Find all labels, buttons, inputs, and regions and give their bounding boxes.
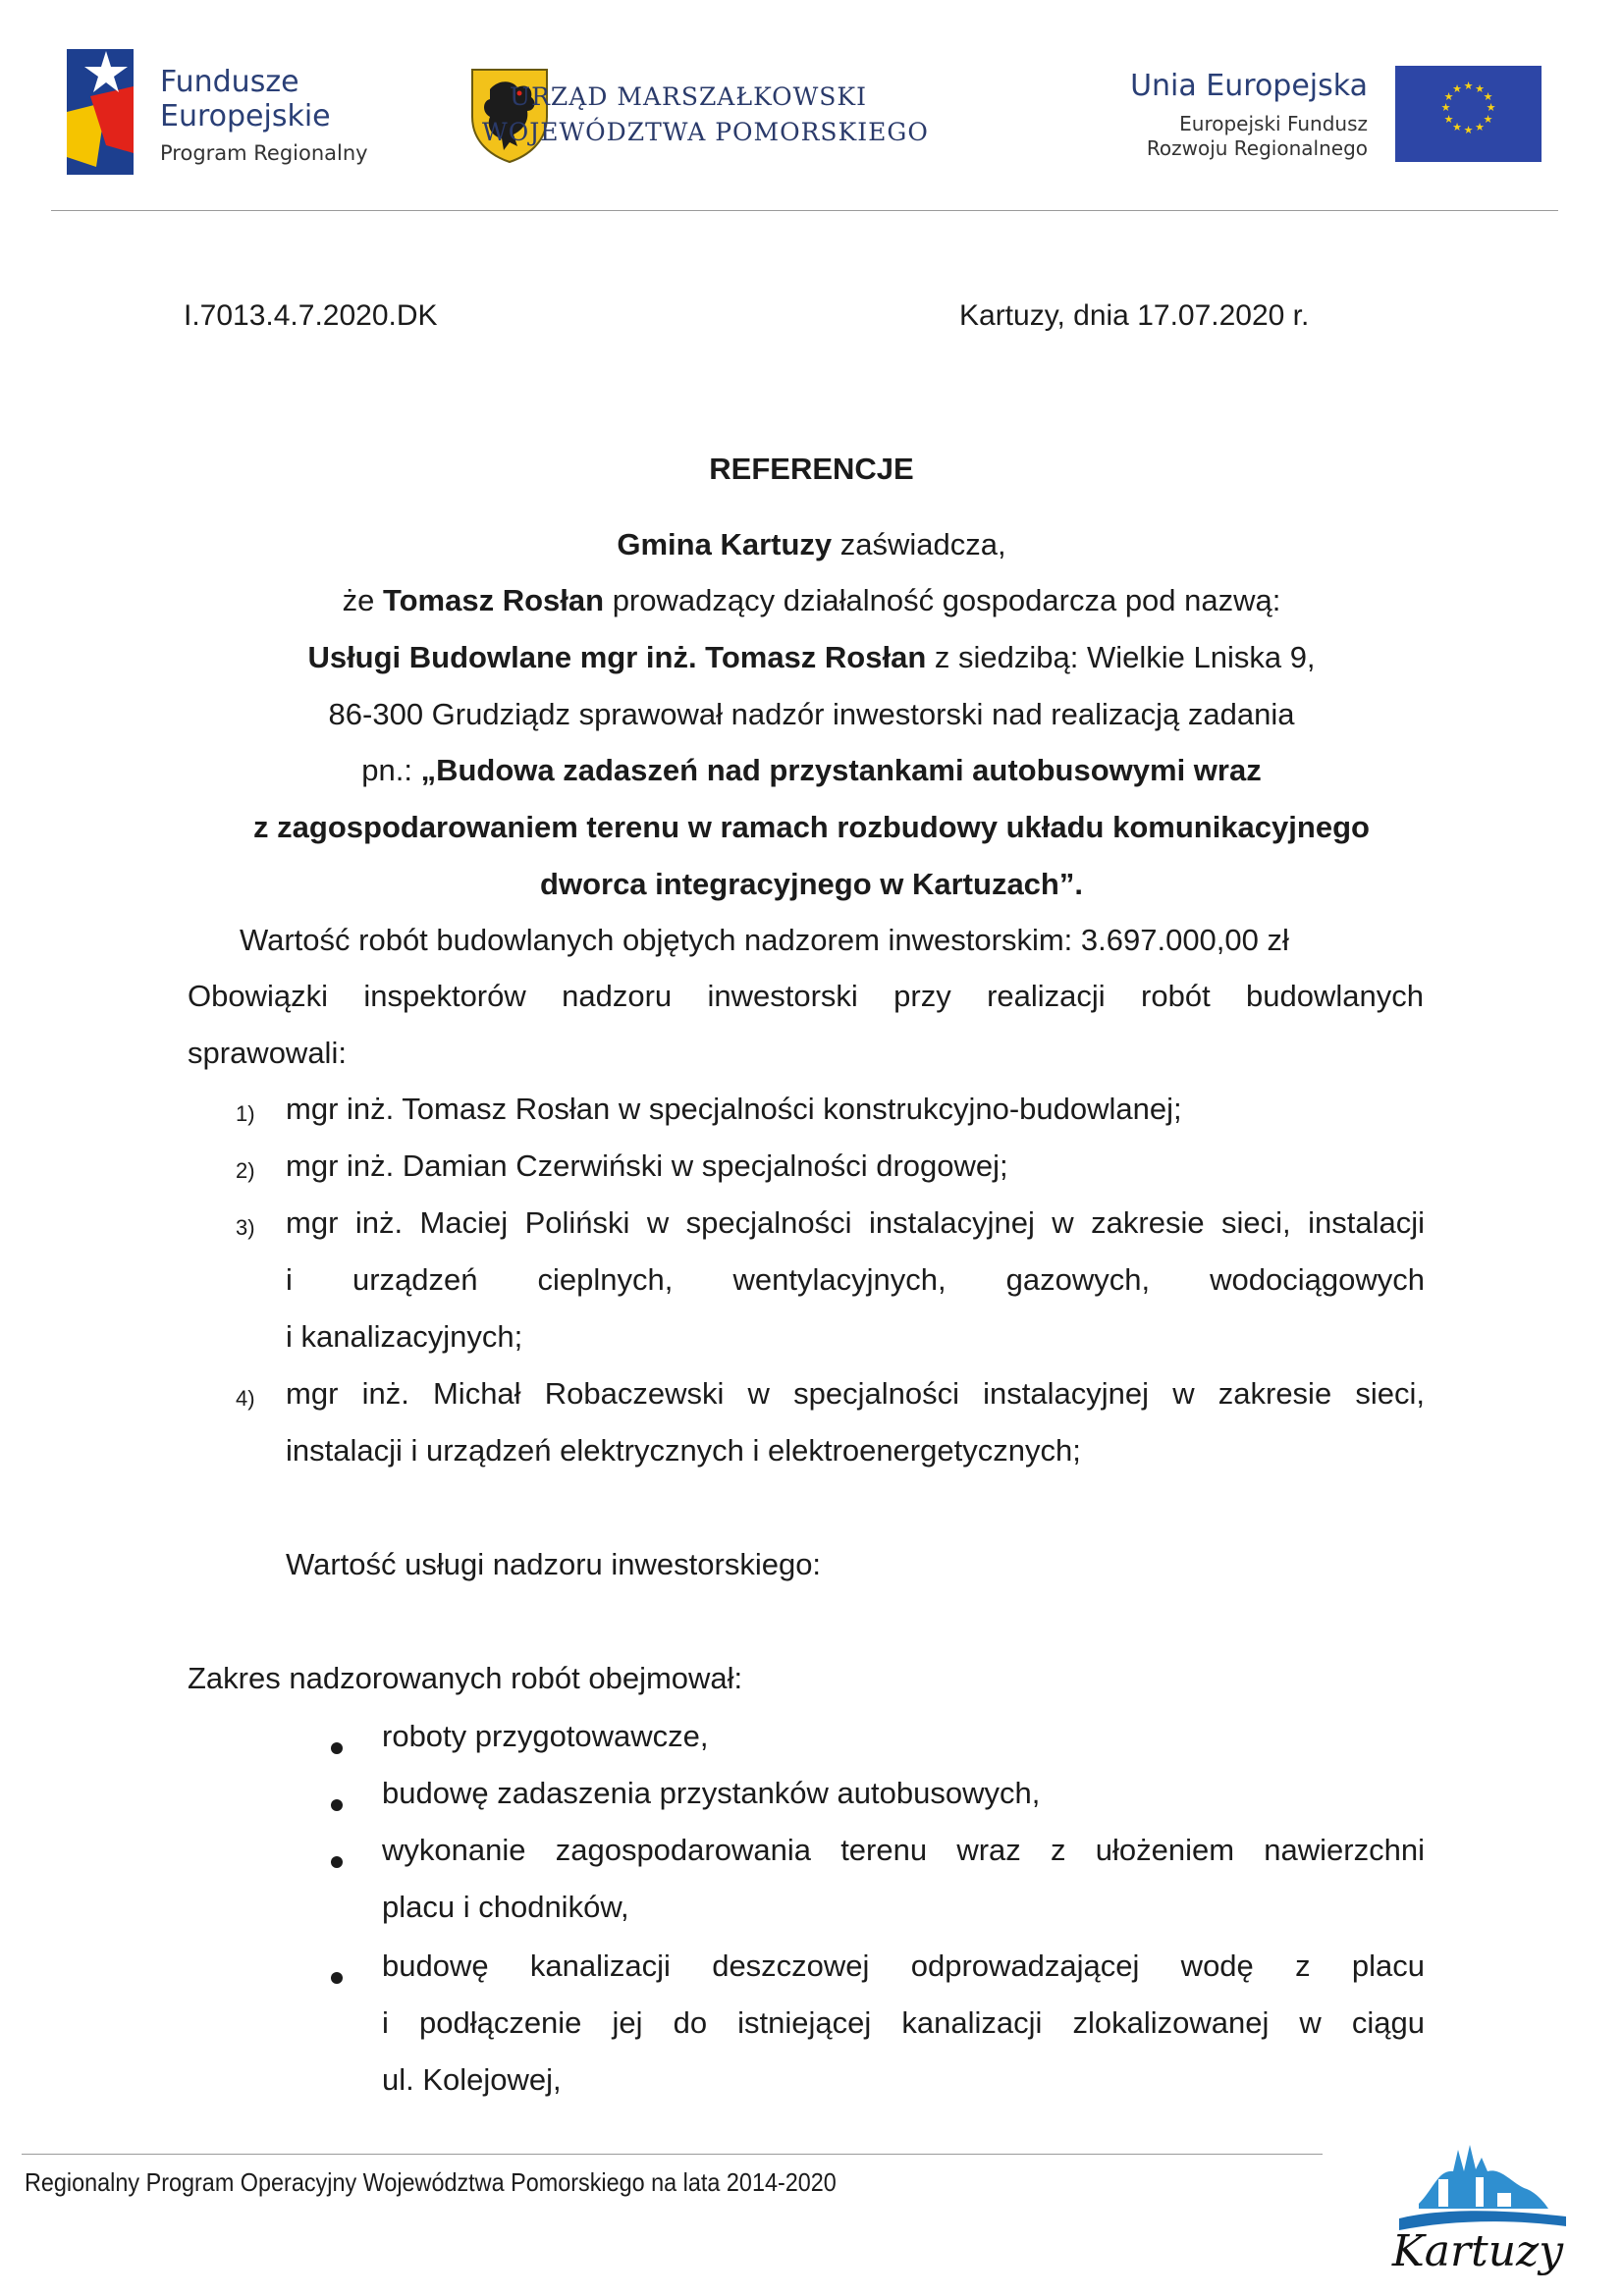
certificate-line-2: [0, 583, 1623, 618]
svg-text:★: ★: [1475, 82, 1485, 95]
bullet-icon: [331, 1799, 343, 1811]
urzad-line2: WOJEWÓDZTWA POMORSKIEGO: [482, 118, 929, 146]
fe-logo-line1: Fundusze: [160, 65, 299, 99]
bullet-icon: [331, 1856, 343, 1868]
certificate-line-1: [0, 527, 1623, 562]
contractor-name: Tomasz Rosłan: [382, 583, 605, 617]
pomorskie-coat-of-arms-icon: [468, 66, 551, 164]
kartuzy-logo: [1380, 2110, 1586, 2287]
scope-intro: Zakres nadzorowanych robót obejmował:: [188, 1661, 743, 1695]
inspector-item-3-line-3: i kanalizacyjnych;: [286, 1319, 523, 1354]
svg-text:★: ★: [1463, 80, 1474, 92]
svg-text:★: ★: [1443, 90, 1454, 103]
list-number: 3): [236, 1215, 255, 1240]
svg-text:★: ★: [1443, 113, 1454, 126]
certificate-line-3: [0, 640, 1623, 675]
certificate-line-2-a: że: [342, 583, 383, 617]
list-number: 4): [236, 1386, 255, 1411]
scope-item-4-line-1: budowę kanalizacji deszczowej odprowadzającej wodę z placu: [382, 1949, 1425, 1983]
inspector-item-3-line-1: mgr inż. Maciej Poliński w specjalności instalacyjnej w zakresie sieci, instalacji: [286, 1205, 1425, 1240]
issuer-name: Gmina Kartuzy: [617, 527, 833, 561]
inspector-item-4-line-1: mgr inż. Michał Robaczewski w specjalności instalacyjnej w zakresie sieci,: [286, 1376, 1425, 1411]
certificate-line-1-text: zaświadcza,: [832, 527, 1006, 561]
duties-line-1: Obowiązki inspektorów nadzoru inwestorski przy realizacji robót budowlanych: [188, 979, 1424, 1013]
fundusze-europejskie-logo: [67, 47, 134, 177]
svg-text:★: ★: [1483, 90, 1493, 103]
list-number: 1): [236, 1101, 255, 1126]
svg-text:★: ★: [1463, 124, 1474, 136]
svg-text:★: ★: [1452, 82, 1462, 95]
svg-text:★: ★: [1452, 121, 1462, 133]
ue-logo-line2: Europejski Fundusz: [1179, 112, 1368, 135]
ue-logo-line3: Rozwoju Regionalnego: [1146, 136, 1368, 160]
place-and-date: Kartuzy, dnia 17.07.2020 r.: [959, 299, 1310, 332]
footer-program-text: Regionalny Program Operacyjny Województwa Pomorskiego na lata 2014-2020: [25, 2167, 837, 2197]
certificate-line-5: [0, 753, 1623, 788]
fe-logo-line3: Program Regionalny: [160, 141, 368, 165]
project-name-part-2: z zagospodarowaniem terenu w ramach rozbudowy układu komunikacyjnego: [253, 810, 1370, 844]
bullet-icon: [331, 1742, 343, 1754]
header-divider: [51, 210, 1558, 211]
reference-number: I.7013.4.7.2020.DK: [184, 299, 438, 332]
svg-text:★: ★: [1483, 113, 1493, 126]
inspector-item-3-line-2: i urządzeń cieplnych, wentylacyjnych, gazowych, wodociągowych: [286, 1262, 1425, 1297]
project-name-part-1: „Budowa zadaszeń nad przystankami autobusowymi wraz: [420, 753, 1262, 787]
eu-flag-icon: [1395, 66, 1542, 162]
scope-item-4-line-2: i podłączenie jej do istniejącej kanalizacji zlokalizowanej w ciągu: [382, 2005, 1425, 2040]
inspector-item-4-line-2: instalacji i urządzeń elektrycznych i elektroenergetycznych;: [286, 1433, 1081, 1468]
fe-logo-line2: Europejskie: [160, 99, 331, 133]
scope-item-2: budowę zadaszenia przystanków autobusowych,: [382, 1776, 1041, 1810]
construction-works-value: Wartość robót budowlanych objętych nadzorem inwestorskim: 3.697.000,00 zł: [240, 923, 1289, 957]
bullet-icon: [331, 1972, 343, 1984]
project-name-part-3: dworca integracyjnego w Kartuzach”.: [540, 867, 1083, 901]
inspector-item-1: mgr inż. Tomasz Rosłan w specjalności konstrukcyjno-budowlanej;: [286, 1092, 1182, 1126]
company-address: z siedzibą: Wielkie Lniska 9,: [926, 640, 1316, 674]
certificate-line-7: [0, 867, 1623, 902]
inspector-item-2: mgr inż. Damian Czerwiński w specjalności drogowej;: [286, 1148, 1008, 1183]
certificate-line-5-a: pn.:: [361, 753, 421, 787]
certificate-line-4: 86-300 Grudziądz sprawował nadzór inwestorski nad realizacją zadania: [328, 697, 1295, 731]
duties-line-2: sprawowali:: [188, 1036, 347, 1070]
supervision-service-value: Wartość usługi nadzoru inwestorskiego:: [286, 1547, 822, 1581]
document-title: REFERENCJE: [709, 452, 914, 486]
urzad-line1: URZĄD MARSZAŁKOWSKI: [510, 82, 867, 111]
company-name: Usługi Budowlane mgr inż. Tomasz Rosłan: [307, 640, 927, 674]
certificate-line-6: [0, 810, 1623, 845]
list-number: 2): [236, 1158, 255, 1183]
scope-item-3-line-1: wykonanie zagospodarowania terenu wraz z ułożeniem nawierzchni: [382, 1833, 1425, 1867]
scope-item-4-line-3: ul. Kolejowej,: [382, 2062, 562, 2097]
svg-text:★: ★: [1486, 101, 1496, 114]
footer-divider: [22, 2154, 1323, 2155]
scope-item-3-line-2: placu i chodników,: [382, 1890, 629, 1924]
certificate-line-2-c: prowadzący działalność gospodarcza pod nazwą:: [604, 583, 1281, 617]
svg-text:★: ★: [1440, 101, 1451, 114]
ue-logo-line1: Unia Europejska: [1130, 69, 1368, 103]
scope-item-1: roboty przygotowawcze,: [382, 1719, 709, 1753]
kartuzy-logo-script: Kartuzy: [1391, 2226, 1564, 2276]
svg-text:★: ★: [1475, 121, 1485, 133]
